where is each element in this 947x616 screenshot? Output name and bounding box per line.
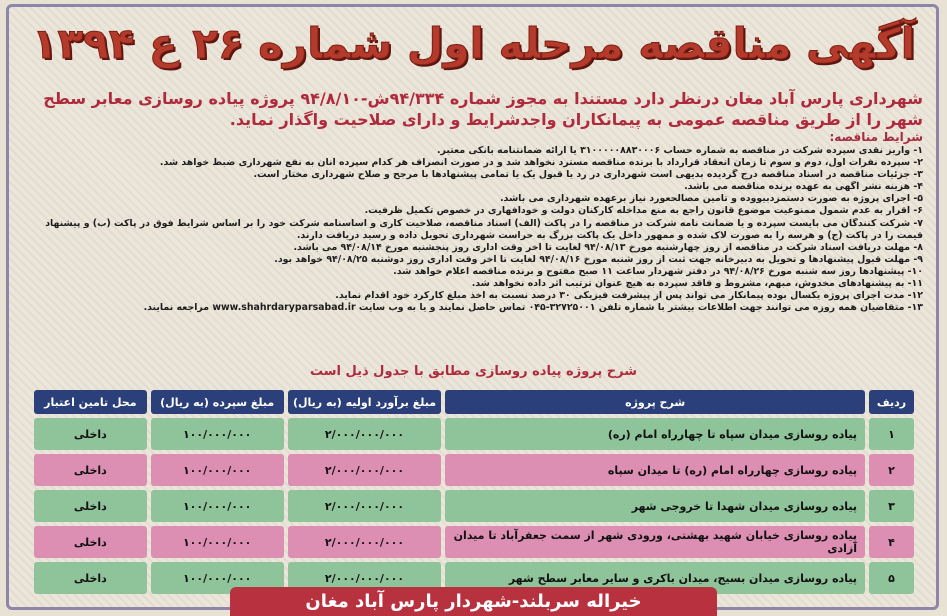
table-row (34, 418, 914, 450)
row-number: ۲ (869, 454, 914, 486)
condition-item: ۴- هزینه نشر آگهی به عهده برنده مناقصه می باشد. (684, 181, 923, 193)
conditions-list (20, 145, 923, 314)
table-caption: شرح پروژه پیاده روسازی مطابق با جدول ذیل است (309, 364, 638, 379)
row-description: پیاده روسازی میدان سپاه تا چهارراه امام (ره) (445, 418, 865, 450)
row-funding-source: داخلی (34, 454, 147, 486)
table-row (34, 526, 914, 558)
table-row (34, 454, 914, 486)
row-estimate: ۲/۰۰۰/۰۰۰/۰۰۰ (288, 418, 442, 450)
condition-item: ۷- شرکت کنندگان می بایست سپرده و یا ضمانت نامه شرکت در مناقصه را در پاکت (الف) اسناد مناقصه، صلاحیت کاری و اساسنامه شرکت خود را بر اساس شرایط فوق در پاکت (ب) و پیشنهاد قیمت را در پاکت (ج) و هرسه را به صورت لاک شده و ممهور داخل یک پاکت بزرگ به حراست شهرداری تحویل داده و رسید دریافت دارند. (45, 217, 923, 241)
condition-item: ۲- سپرده نفرات اول، دوم و سوم تا زمان انعقاد قرارداد با برنده مناقصه مسترد نخواهد شد و در صورت انصراف هر کدام سپرده آنان به نفع شهرداری ضبط خواهد شد. (159, 157, 923, 169)
signature-footer: خیراله سربلند-شهردار پارس آباد مغان (230, 587, 717, 616)
header-funding-source: محل تامین اعتبار (34, 390, 147, 414)
row-estimate: ۲/۰۰۰/۰۰۰/۰۰۰ (288, 454, 442, 486)
row-number: ۳ (869, 490, 914, 522)
condition-item: ۳- جزئیات مناقصه در اسناد مناقصه درج گردیده بدیهی است شهرداری در رد یا قبول یک یا تمامی پیشنهادها با مرجح و صلاح شهرداری مختار است. (253, 169, 923, 181)
condition-item: ۸- مهلت دریافت اسناد شرکت در مناقصه از روز چهارشنبه مورخ ۹۴/۰۸/۱۳ لغایت تا آخر وقت اداری روز پنجشنبه مورخ ۹۴/۰۸/۱۴ می باشد. (293, 241, 923, 253)
row-deposit: ۱۰۰/۰۰۰/۰۰۰ (151, 454, 284, 486)
header-description: شرح پروژه (445, 390, 865, 414)
row-estimate: ۲/۰۰۰/۰۰۰/۰۰۰ (288, 526, 442, 558)
condition-item: ۱۱- به پیشنهادهای مخدوش، مبهم، مشروط و فاقد سپرده به هیچ عنوان ترتیب اثر داده نخواهد شد. (471, 278, 923, 290)
row-estimate: ۲/۰۰۰/۰۰۰/۰۰۰ (288, 490, 442, 522)
header-row-number: ردیف (869, 390, 914, 414)
row-deposit: ۱۰۰/۰۰۰/۰۰۰ (151, 490, 284, 522)
header-deposit: مبلغ سپرده (به ریال) (151, 390, 284, 414)
condition-item: ۱۳- متقاضیان همه روزه می توانند جهت اطلاعات بیشتر با شماره تلفن ۳۲۷۲۵۰۰۱-۰۴۵ تماس حاصل نمایند و یا به وب سایت www.shahrdaryparsabad.ir مراجعه نمایند. (143, 302, 923, 314)
row-estimate: ۲/۰۰۰/۰۰۰/۰۰۰ (288, 562, 442, 594)
row-description: پیاده روسازی میدان شهدا تا خروجی شهر (445, 490, 865, 522)
table-row (34, 490, 914, 522)
condition-item: ۱۲- مدت اجرای پروژه یکسال بوده پیمانکار می تواند پس از پیشرفت فیزیکی ۳۰ درصد نسبت به اخذ مبلغ کارکرد خود اقدام نماید. (335, 290, 923, 302)
row-funding-source: داخلی (34, 562, 147, 594)
row-deposit: ۱۰۰/۰۰۰/۰۰۰ (151, 418, 284, 450)
condition-item: ۱۰- پیشنهادها روز سه شنبه مورخ ۹۴/۰۸/۲۶ در دفتر شهردار ساعت ۱۱ صبح مفتوح و برنده مناقصه اعلام خواهد شد. (393, 265, 923, 277)
row-deposit: ۱۰۰/۰۰۰/۰۰۰ (151, 562, 284, 594)
row-number: ۱ (869, 418, 914, 450)
row-funding-source: داخلی (34, 490, 147, 522)
row-funding-source: داخلی (34, 526, 147, 558)
condition-item: ۹- مهلت قبول پیشنهادها و تحویل به دبیرخانه جهت ثبت از روز شنبه مورخ ۹۴/۰۸/۱۶ لغایت تا آخر وقت اداری روز دوشنبه ۹۴/۰۸/۲۵ خواهد بود. (274, 253, 923, 265)
row-number: ۵ (869, 562, 914, 594)
condition-item: ۱- واریز نقدی سپرده شرکت در مناقصه به شماره حساب ۳۱۰۰۰۰۰۸۸۳۰۰۰۶ یا ارائه ضمانتنامه بانکی معتبر. (436, 145, 923, 156)
row-deposit: ۱۰۰/۰۰۰/۰۰۰ (151, 526, 284, 558)
conditions-heading: شرایط مناقصه: (829, 130, 923, 144)
condition-item: ۵- اجرای پروژه به صورت دستمزدبیووده و تامین مصالحعورد نیاز برعهده شهرداری می باشد. (499, 193, 923, 205)
notice-title: آگهی مناقصه مرحله اول شماره ۲۶ ع ۱۳۹۴ (31, 19, 916, 68)
condition-item: ۶- اقرار به عدم شمول ممنوعیت موضوع قانون راجع به منع مداخله کارکنان دولت و خودافهاری در خصوص تکمیل ظرفیت. (364, 205, 923, 217)
row-description: پیاده روسازی خیابان شهید بهشتی، ورودی شهر از سمت جعفرآباد تا میدان آزادی (445, 526, 865, 558)
intro-paragraph: شهرداری پارس آباد مغان درنظر دارد مستندا به مجوز شماره ۹۴/۳۳۴ش-۹۴/۸/۱۰ پروژه پیاده روسازی معابر سطح شهر را از طریق مناقصه عمومی به پیمانکاران واجدشرایط و دارای صلاحیت واگذار نماید. (43, 89, 923, 129)
header-estimate: مبلغ برآورد اولیه (به ریال) (288, 390, 442, 414)
projects-table (30, 386, 918, 598)
row-funding-source: داخلی (34, 418, 147, 450)
row-description: پیاده روسازی چهارراه امام (ره) تا میدان سپاه (445, 454, 865, 486)
table-header-row (34, 390, 914, 414)
row-description: پیاده روسازی میدان بسیج، میدان باکری و سایر معابر سطح شهر (445, 562, 865, 594)
row-number: ۴ (869, 526, 914, 558)
